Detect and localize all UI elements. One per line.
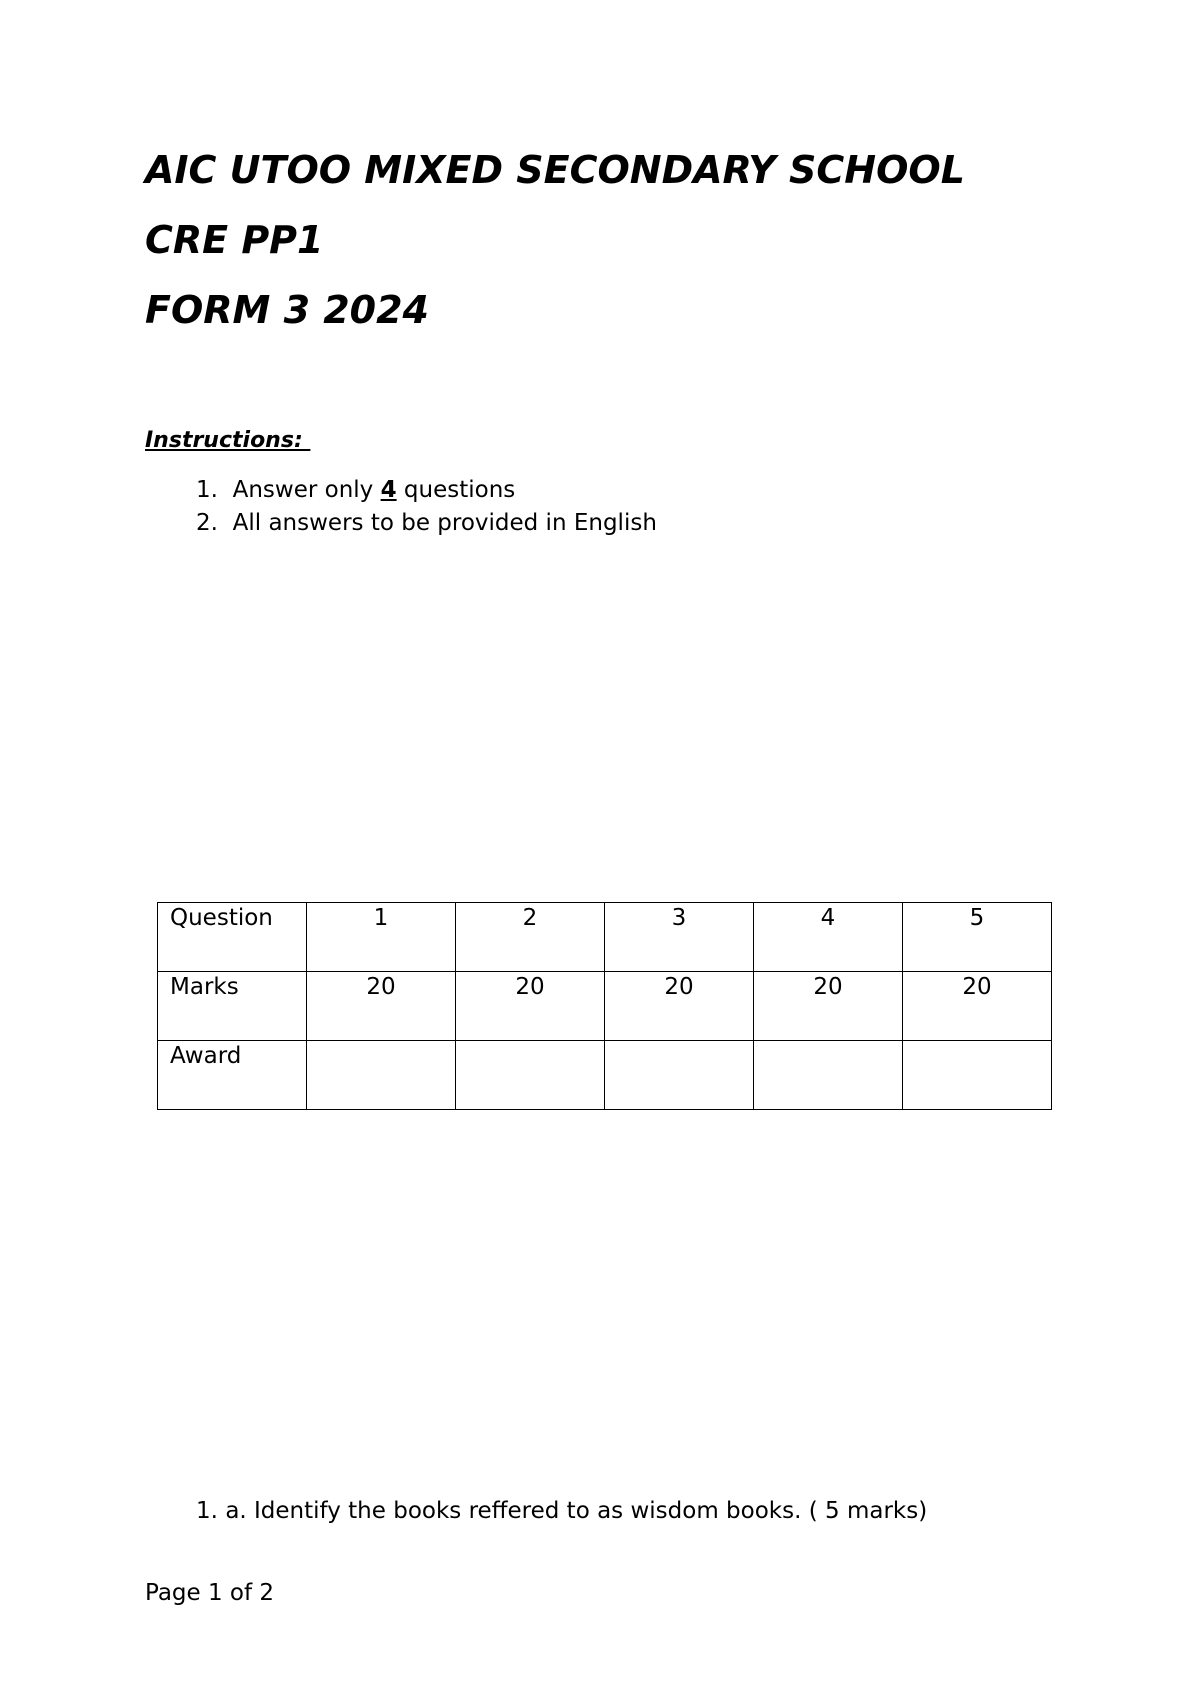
table-cell: 3 [605, 903, 754, 972]
table-cell-label: Marks [158, 972, 307, 1041]
table-cell: 20 [307, 972, 456, 1041]
paper-title: CRE PP1 [145, 218, 324, 262]
instruction-item [145, 474, 657, 507]
instruction-text-full: All answers to be provided in English [232, 510, 657, 536]
instructions-list [145, 474, 657, 540]
table-row-marks [158, 972, 1052, 1041]
award-cell[interactable] [605, 1041, 754, 1110]
instruction-number: 1. [196, 477, 218, 503]
table-cell: 4 [754, 903, 903, 972]
instruction-text-before: Answer only [232, 477, 381, 503]
question-item [145, 1498, 927, 1524]
table-cell: 20 [605, 972, 754, 1041]
award-cell[interactable] [456, 1041, 605, 1110]
table-cell: 20 [754, 972, 903, 1041]
table-cell: 5 [903, 903, 1052, 972]
table-row-award [158, 1041, 1052, 1110]
marks-table [157, 902, 1052, 1110]
instruction-emphasis: 4 [380, 477, 397, 503]
page-footer: Page 1 of 2 [145, 1580, 275, 1606]
instructions-heading: Instructions: [145, 428, 311, 453]
award-cell[interactable] [903, 1041, 1052, 1110]
instruction-number: 2. [196, 510, 218, 536]
school-title: AIC UTOO MIXED SECONDARY SCHOOL [145, 148, 965, 192]
instruction-text-after: questions [396, 477, 516, 503]
table-row-question [158, 903, 1052, 972]
question-text: a. Identify the books reffered to as wisdom books. ( 5 marks) [225, 1498, 928, 1524]
form-title: FORM 3 2024 [145, 288, 429, 332]
question-number: 1. [196, 1498, 218, 1524]
instruction-text [225, 477, 515, 503]
table-cell-label: Question [158, 903, 307, 972]
award-cell[interactable] [307, 1041, 456, 1110]
table-cell: 1 [307, 903, 456, 972]
instruction-text [225, 510, 657, 536]
award-cell[interactable] [754, 1041, 903, 1110]
table-cell-label: Award [158, 1041, 307, 1110]
instruction-item [145, 507, 657, 540]
table-cell: 2 [456, 903, 605, 972]
table-cell: 20 [903, 972, 1052, 1041]
table-cell: 20 [456, 972, 605, 1041]
